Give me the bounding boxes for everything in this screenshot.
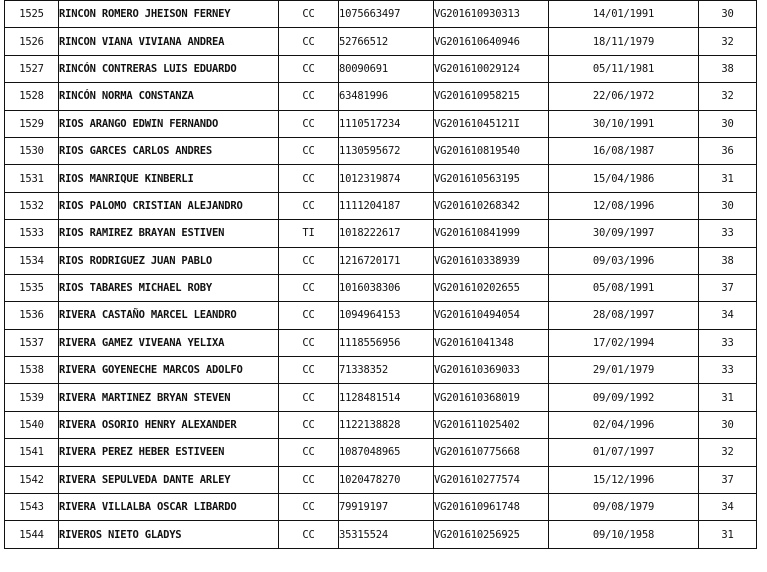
- row-number-cell: 1539: [5, 384, 59, 411]
- registration-code-cell: VG201610202655: [434, 274, 549, 301]
- number-cell: 30: [699, 411, 757, 438]
- document-type-cell: CC: [279, 384, 339, 411]
- row-number-cell: 1536: [5, 302, 59, 329]
- full-name-cell: RIVERA GOYENECHE MARCOS ADOLFO: [59, 357, 279, 384]
- birth-date-cell: 05/11/1981: [549, 55, 699, 82]
- table-row: [5, 220, 757, 247]
- birth-date-cell: 01/07/1997: [549, 439, 699, 466]
- table-row: [5, 137, 757, 164]
- table-row: [5, 55, 757, 82]
- document-number-cell: 1012319874: [339, 165, 434, 192]
- table-row: [5, 1, 757, 28]
- table-row: [5, 384, 757, 411]
- row-number-cell: 1537: [5, 329, 59, 356]
- document-number-cell: 52766512: [339, 28, 434, 55]
- registration-code-cell: VG201610268342: [434, 192, 549, 219]
- row-number-cell: 1525: [5, 1, 59, 28]
- document-number-cell: 1075663497: [339, 1, 434, 28]
- row-number-cell: 1530: [5, 137, 59, 164]
- document-type-cell: CC: [279, 411, 339, 438]
- document-type-cell: TI: [279, 220, 339, 247]
- document-type-cell: CC: [279, 110, 339, 137]
- number-cell: 33: [699, 357, 757, 384]
- document-type-cell: CC: [279, 247, 339, 274]
- full-name-cell: RIVERA SEPULVEDA DANTE ARLEY: [59, 466, 279, 493]
- birth-date-cell: 28/08/1997: [549, 302, 699, 329]
- table-row: [5, 302, 757, 329]
- row-number-cell: 1531: [5, 165, 59, 192]
- full-name-cell: RIVERA MARTINEZ BRYAN STEVEN: [59, 384, 279, 411]
- document-number-cell: 71338352: [339, 357, 434, 384]
- full-name-cell: RIOS MANRIQUE KINBERLI: [59, 165, 279, 192]
- number-cell: 30: [699, 110, 757, 137]
- number-cell: 32: [699, 83, 757, 110]
- registration-code-cell: VG201610368019: [434, 384, 549, 411]
- number-cell: 30: [699, 1, 757, 28]
- table-row: [5, 521, 757, 548]
- registration-code-cell: VG201610563195: [434, 165, 549, 192]
- table-row: [5, 411, 757, 438]
- document-type-cell: CC: [279, 1, 339, 28]
- document-number-cell: 1016038306: [339, 274, 434, 301]
- row-number-cell: 1538: [5, 357, 59, 384]
- registration-code-cell: VG201610029124: [434, 55, 549, 82]
- birth-date-cell: 30/09/1997: [549, 220, 699, 247]
- number-cell: 32: [699, 28, 757, 55]
- birth-date-cell: 14/01/1991: [549, 1, 699, 28]
- registration-code-cell: VG201610338939: [434, 247, 549, 274]
- full-name-cell: RIOS ARANGO EDWIN FERNANDO: [59, 110, 279, 137]
- registration-code-cell: VG201610369033: [434, 357, 549, 384]
- document-type-cell: CC: [279, 274, 339, 301]
- document-number-cell: 1018222617: [339, 220, 434, 247]
- row-number-cell: 1544: [5, 521, 59, 548]
- registration-code-cell: VG201610277574: [434, 466, 549, 493]
- number-cell: 37: [699, 274, 757, 301]
- full-name-cell: RIVERA GAMEZ VIVEANA YELIXA: [59, 329, 279, 356]
- table-row: [5, 83, 757, 110]
- document-type-cell: CC: [279, 28, 339, 55]
- full-name-cell: RIOS PALOMO CRISTIAN ALEJANDRO: [59, 192, 279, 219]
- row-number-cell: 1534: [5, 247, 59, 274]
- roster-table-body: [5, 1, 757, 549]
- table-row: [5, 192, 757, 219]
- birth-date-cell: 22/06/1972: [549, 83, 699, 110]
- document-type-cell: CC: [279, 192, 339, 219]
- full-name-cell: RIVERA VILLALBA OSCAR LIBARDO: [59, 494, 279, 521]
- row-number-cell: 1543: [5, 494, 59, 521]
- row-number-cell: 1535: [5, 274, 59, 301]
- full-name-cell: RIOS TABARES MICHAEL ROBY: [59, 274, 279, 301]
- registration-code-cell: VG20161045121I: [434, 110, 549, 137]
- birth-date-cell: 09/08/1979: [549, 494, 699, 521]
- birth-date-cell: 09/10/1958: [549, 521, 699, 548]
- registration-code-cell: VG201610256925: [434, 521, 549, 548]
- document-type-cell: CC: [279, 165, 339, 192]
- table-row: [5, 247, 757, 274]
- registration-code-cell: VG201610775668: [434, 439, 549, 466]
- full-name-cell: RIVERA OSORIO HENRY ALEXANDER: [59, 411, 279, 438]
- full-name-cell: RINCÓN CONTRERAS LUIS EDUARDO: [59, 55, 279, 82]
- number-cell: 36: [699, 137, 757, 164]
- row-number-cell: 1533: [5, 220, 59, 247]
- document-type-cell: CC: [279, 357, 339, 384]
- birth-date-cell: 15/04/1986: [549, 165, 699, 192]
- document-number-cell: 63481996: [339, 83, 434, 110]
- number-cell: 31: [699, 521, 757, 548]
- number-cell: 34: [699, 494, 757, 521]
- row-number-cell: 1532: [5, 192, 59, 219]
- full-name-cell: RIOS RAMIREZ BRAYAN ESTIVEN: [59, 220, 279, 247]
- document-number-cell: 1128481514: [339, 384, 434, 411]
- registration-code-cell: VG201610841999: [434, 220, 549, 247]
- document-number-cell: 1087048965: [339, 439, 434, 466]
- number-cell: 38: [699, 247, 757, 274]
- birth-date-cell: 17/02/1994: [549, 329, 699, 356]
- document-type-cell: CC: [279, 302, 339, 329]
- document-number-cell: 80090691: [339, 55, 434, 82]
- birth-date-cell: 29/01/1979: [549, 357, 699, 384]
- document-number-cell: 1094964153: [339, 302, 434, 329]
- row-number-cell: 1526: [5, 28, 59, 55]
- registration-code-cell: VG201610930313: [434, 1, 549, 28]
- table-row: [5, 329, 757, 356]
- table-row: [5, 494, 757, 521]
- document-type-cell: CC: [279, 329, 339, 356]
- document-type-cell: CC: [279, 494, 339, 521]
- full-name-cell: RIOS RODRIGUEZ JUAN PABLO: [59, 247, 279, 274]
- full-name-cell: RIVERA PEREZ HEBER ESTIVEEN: [59, 439, 279, 466]
- birth-date-cell: 18/11/1979: [549, 28, 699, 55]
- document-number-cell: 35315524: [339, 521, 434, 548]
- document-number-cell: 1216720171: [339, 247, 434, 274]
- number-cell: 33: [699, 329, 757, 356]
- document-type-cell: CC: [279, 83, 339, 110]
- table-row: [5, 357, 757, 384]
- number-cell: 31: [699, 165, 757, 192]
- birth-date-cell: 09/09/1992: [549, 384, 699, 411]
- table-row: [5, 110, 757, 137]
- row-number-cell: 1529: [5, 110, 59, 137]
- registration-code-cell: VG20161041348: [434, 329, 549, 356]
- registration-code-cell: VG201610958215: [434, 83, 549, 110]
- document-number-cell: 1111204187: [339, 192, 434, 219]
- document-type-cell: CC: [279, 521, 339, 548]
- birth-date-cell: 09/03/1996: [549, 247, 699, 274]
- full-name-cell: RIVERA CASTAÑO MARCEL LEANDRO: [59, 302, 279, 329]
- table-row: [5, 165, 757, 192]
- document-type-cell: CC: [279, 137, 339, 164]
- document-type-cell: CC: [279, 466, 339, 493]
- number-cell: 32: [699, 439, 757, 466]
- table-row: [5, 466, 757, 493]
- birth-date-cell: 02/04/1996: [549, 411, 699, 438]
- number-cell: 38: [699, 55, 757, 82]
- row-number-cell: 1542: [5, 466, 59, 493]
- registration-code-cell: VG201611025402: [434, 411, 549, 438]
- birth-date-cell: 30/10/1991: [549, 110, 699, 137]
- scanned-roster-table-page: [4, 0, 756, 562]
- registration-code-cell: VG201610640946: [434, 28, 549, 55]
- full-name-cell: RIVEROS NIETO GLADYS: [59, 521, 279, 548]
- document-number-cell: 1130595672: [339, 137, 434, 164]
- table-row: [5, 274, 757, 301]
- roster-table: [4, 0, 757, 549]
- document-number-cell: 1020478270: [339, 466, 434, 493]
- document-number-cell: 1118556956: [339, 329, 434, 356]
- number-cell: 30: [699, 192, 757, 219]
- registration-code-cell: VG201610494054: [434, 302, 549, 329]
- document-number-cell: 1110517234: [339, 110, 434, 137]
- row-number-cell: 1528: [5, 83, 59, 110]
- row-number-cell: 1540: [5, 411, 59, 438]
- number-cell: 34: [699, 302, 757, 329]
- number-cell: 31: [699, 384, 757, 411]
- registration-code-cell: VG201610961748: [434, 494, 549, 521]
- document-type-cell: CC: [279, 439, 339, 466]
- row-number-cell: 1527: [5, 55, 59, 82]
- document-type-cell: CC: [279, 55, 339, 82]
- table-row: [5, 439, 757, 466]
- number-cell: 37: [699, 466, 757, 493]
- full-name-cell: RIOS GARCES CARLOS ANDRES: [59, 137, 279, 164]
- full-name-cell: RINCON ROMERO JHEISON FERNEY: [59, 1, 279, 28]
- birth-date-cell: 16/08/1987: [549, 137, 699, 164]
- number-cell: 33: [699, 220, 757, 247]
- registration-code-cell: VG201610819540: [434, 137, 549, 164]
- birth-date-cell: 15/12/1996: [549, 466, 699, 493]
- document-number-cell: 79919197: [339, 494, 434, 521]
- full-name-cell: RINCON VIANA VIVIANA ANDREA: [59, 28, 279, 55]
- birth-date-cell: 12/08/1996: [549, 192, 699, 219]
- table-row: [5, 28, 757, 55]
- birth-date-cell: 05/08/1991: [549, 274, 699, 301]
- document-number-cell: 1122138828: [339, 411, 434, 438]
- row-number-cell: 1541: [5, 439, 59, 466]
- full-name-cell: RINCÓN NORMA CONSTANZA: [59, 83, 279, 110]
